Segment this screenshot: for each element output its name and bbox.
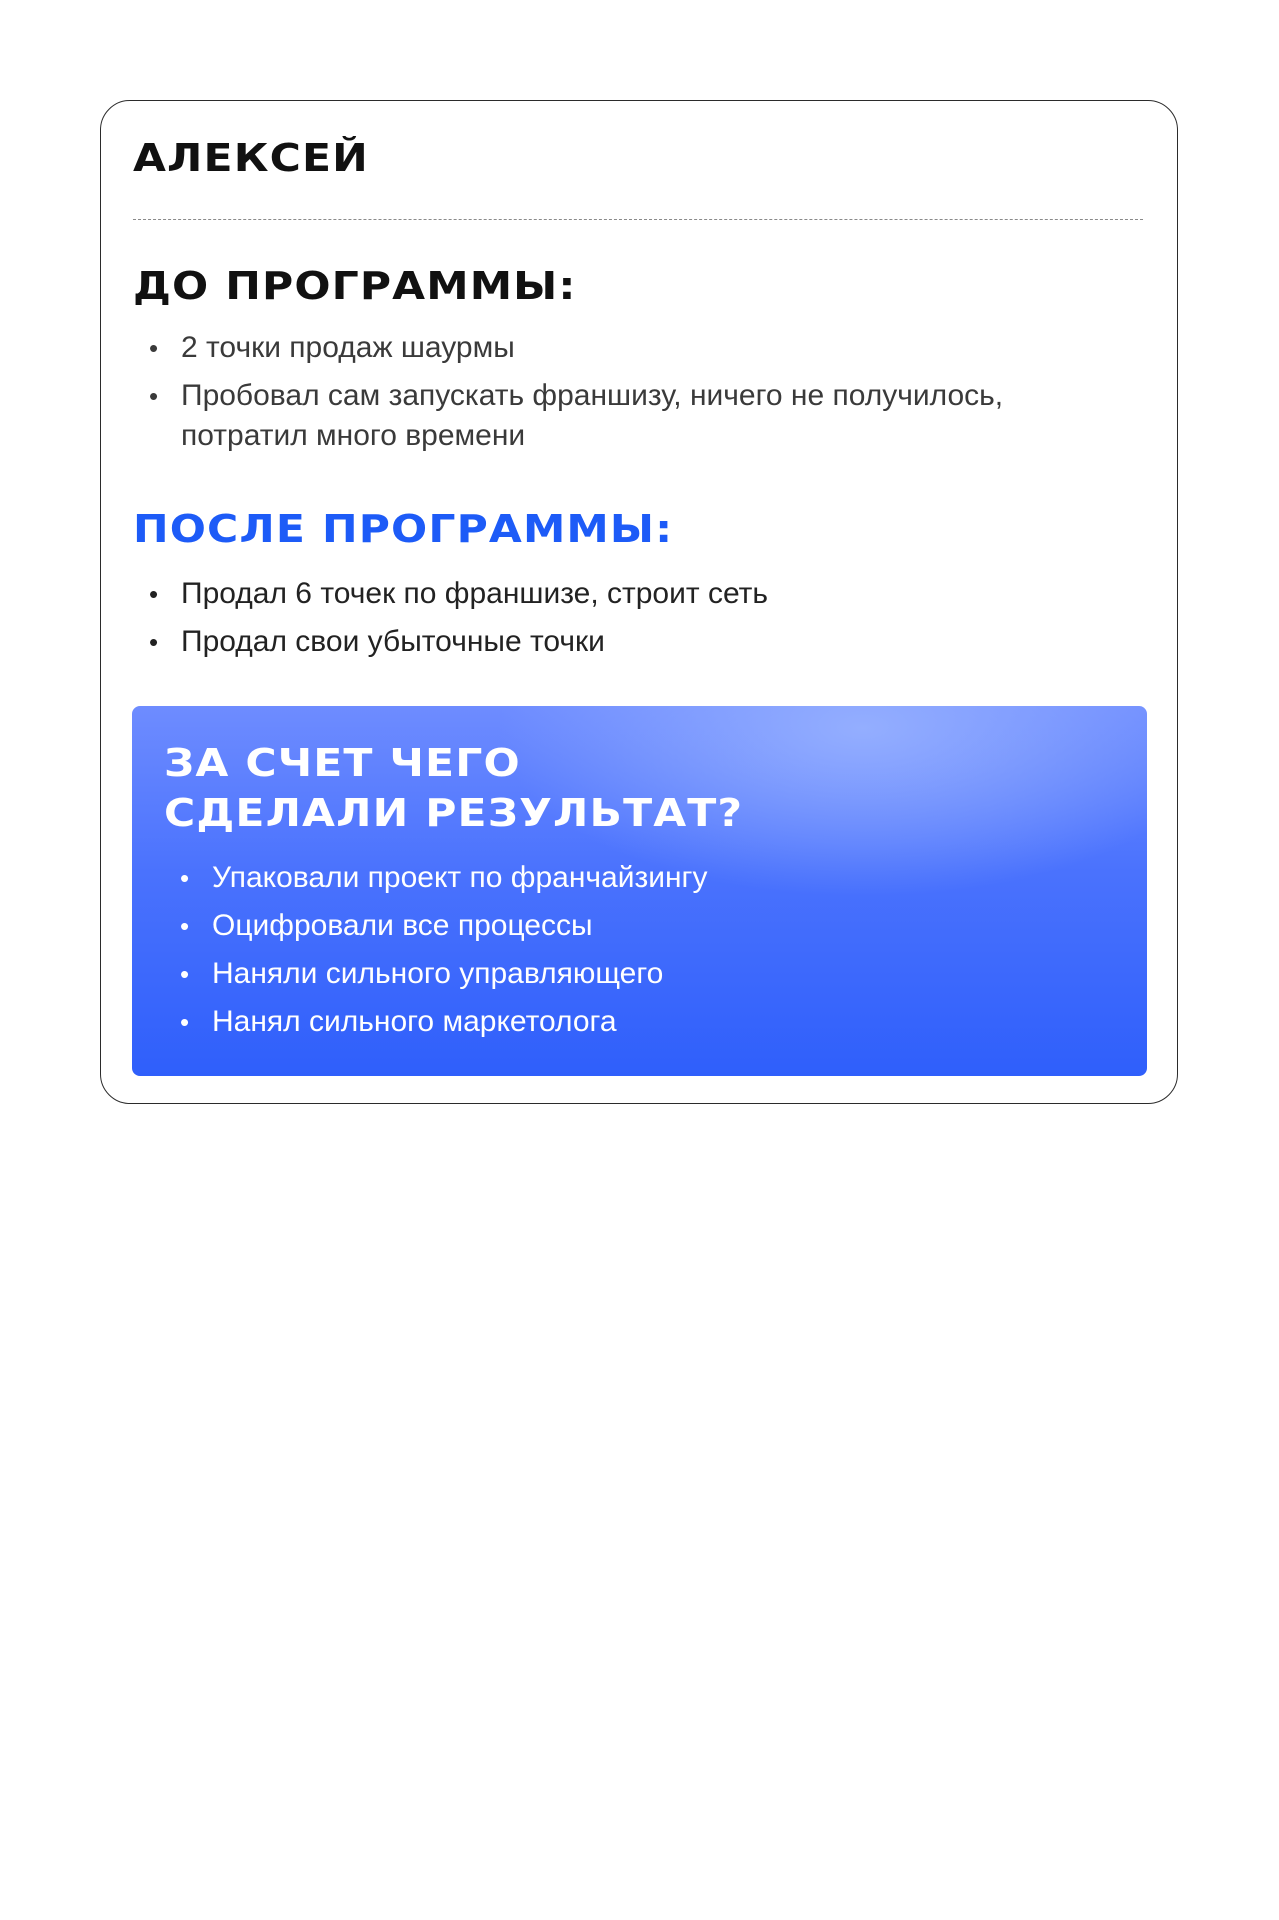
list-item-text: Пробовал сам запускать франшизу, ничего не получилось, потратил много времени [181,379,1004,452]
bullet-icon: • [149,627,159,657]
result-title-line-2: СДЕЛАЛИ РЕЗУЛЬТАТ? [164,791,744,835]
result-box [132,706,1147,1076]
list-item-text: Упаковали проект по франчайзингу [212,861,708,894]
list-item [180,906,707,946]
before-program-title: ДО ПРОГРАММЫ: [133,264,577,308]
bullet-icon: • [149,381,159,411]
list-item [149,328,1109,368]
list-item [180,954,707,994]
list-item-text: Продал свои убыточные точки [181,625,605,658]
list-item [149,574,1109,614]
list-item-text: Оцифровали все процессы [212,909,593,942]
before-program-list [149,328,1109,464]
list-item-text: 2 точки продаж шаурмы [181,331,515,364]
result-title [164,738,743,838]
case-card [100,100,1178,1104]
result-title-line-1: ЗА СЧЕТ ЧЕГО [164,741,521,785]
bullet-icon: • [149,333,159,363]
list-item-text: Нанял сильного маркетолога [212,1005,617,1038]
list-item [180,1002,707,1042]
list-item-text: Продал 6 точек по франшизе, строит сеть [181,577,769,610]
result-list [180,858,707,1050]
list-item [149,376,1109,456]
list-item [180,858,707,898]
after-program-title: ПОСЛЕ ПРОГРАММЫ: [133,507,674,551]
bullet-icon: • [180,863,190,893]
list-item [149,622,1109,662]
bullet-icon: • [180,959,190,989]
client-name: АЛЕКСЕЙ [133,136,369,180]
dashed-divider [133,219,1143,220]
bullet-icon: • [149,579,159,609]
bullet-icon: • [180,1007,190,1037]
list-item-text: Наняли сильного управляющего [212,957,664,990]
bullet-icon: • [180,911,190,941]
after-program-list [149,574,1109,670]
